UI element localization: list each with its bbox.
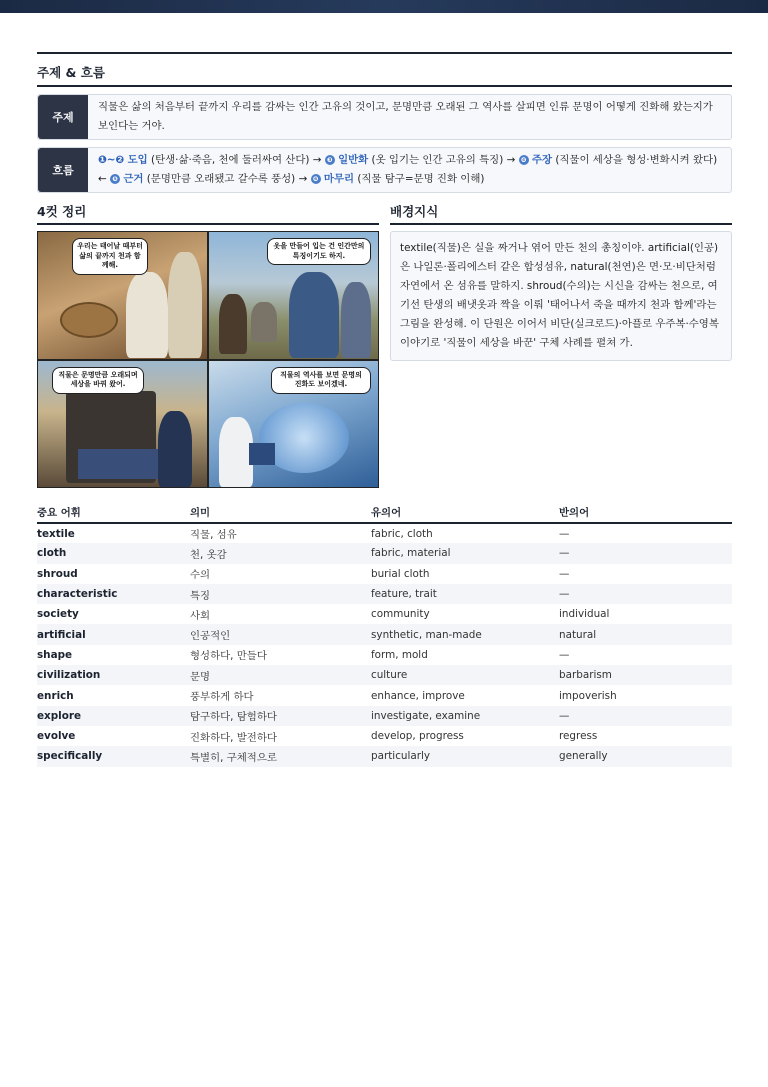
flow-step-generalize: 일반화 bbox=[338, 154, 369, 166]
flow-step-intro: 도입 bbox=[127, 154, 148, 166]
weaver-figure bbox=[158, 411, 192, 487]
vocab-antonym: barbarism bbox=[559, 669, 612, 682]
people-in-robes bbox=[289, 272, 339, 358]
flow-arrow: → bbox=[506, 154, 516, 166]
vocab-word: cloth bbox=[37, 547, 67, 560]
comic-strip bbox=[37, 231, 379, 488]
vocab-meaning: 특별히, 구체적으로 bbox=[190, 751, 277, 764]
vocab-synonym: fabric, cloth bbox=[371, 527, 433, 540]
vocab-antonym: — bbox=[559, 567, 570, 580]
vocab-synonym: form, mold bbox=[371, 648, 428, 661]
comic-panel-clothing bbox=[209, 232, 378, 359]
flow-step-claim: 주장 bbox=[531, 154, 552, 166]
woven-rug bbox=[78, 449, 158, 479]
flow-step-number: ❶~❷ bbox=[98, 154, 125, 166]
header-antonym: 반의어 bbox=[559, 502, 732, 523]
vocab-meaning: 수의 bbox=[190, 569, 211, 582]
speech-bubble-panel-4: 직물의 역사를 보면 문명의 진화도 보이겠네. bbox=[271, 367, 371, 394]
vocab-antonym: impoverish bbox=[559, 689, 617, 702]
header-word: 중요 어휘 bbox=[37, 502, 190, 523]
vocab-antonym: — bbox=[559, 588, 570, 601]
scientist-figure bbox=[219, 417, 253, 487]
vocab-antonym: — bbox=[559, 527, 570, 540]
comic-panel-future bbox=[209, 361, 378, 488]
vocab-meaning: 인공적인 bbox=[190, 630, 231, 643]
theme-text: 직물은 삶의 처음부터 끝까지 우리를 감싸는 인간 고유의 것이고, 문명만큼 오래된 그 역사를 살피면 인류 문명이 어떻게 진화해 왔는지가 보인다는 거야. bbox=[98, 101, 713, 132]
vocab-word: society bbox=[37, 608, 79, 621]
speech-bubble-panel-3: 직물은 문명만큼 오래되며 세상을 바꿔 왔어. bbox=[52, 367, 144, 394]
flow-step-desc: (문명만큼 오래됐고 갈수록 풍성) bbox=[146, 173, 296, 185]
table-row bbox=[37, 746, 732, 766]
table-row bbox=[37, 584, 732, 604]
header-meaning: 의미 bbox=[190, 502, 371, 523]
comic-column bbox=[37, 202, 379, 488]
vocab-word: enrich bbox=[37, 689, 74, 702]
flow-step-conclusion: 마무리 bbox=[323, 173, 355, 185]
vocab-synonym: particularly bbox=[371, 750, 431, 763]
vocab-synonym: culture bbox=[371, 669, 408, 682]
vocab-synonym: investigate, examine bbox=[371, 709, 481, 722]
vocab-word: textile bbox=[37, 527, 75, 540]
vocab-antonym: natural bbox=[559, 628, 597, 641]
person-figure bbox=[341, 282, 371, 358]
table-row bbox=[37, 564, 732, 584]
vocab-synonym: feature, trait bbox=[371, 588, 437, 601]
flow-text bbox=[88, 148, 731, 192]
table-row bbox=[37, 543, 732, 563]
flow-step-desc: (옷 입기는 인간 고유의 특징) bbox=[371, 154, 504, 166]
table-row bbox=[37, 645, 732, 665]
flow-step-number: ❹ bbox=[519, 155, 529, 165]
table-row bbox=[37, 624, 732, 644]
vocab-meaning: 풍부하게 하다 bbox=[190, 691, 254, 704]
vocab-antonym: individual bbox=[559, 608, 610, 621]
vocab-meaning: 형성하다, 만들다 bbox=[190, 650, 267, 663]
mother-figure bbox=[126, 272, 168, 358]
vocab-word: evolve bbox=[37, 730, 76, 743]
table-row bbox=[37, 665, 732, 685]
flow-step-number: ❺ bbox=[110, 174, 120, 184]
theme-row bbox=[37, 94, 732, 140]
vocab-word: characteristic bbox=[37, 588, 118, 601]
vocab-synonym: enhance, improve bbox=[371, 689, 465, 702]
vocab-meaning: 문명 bbox=[190, 670, 211, 683]
background-column bbox=[390, 202, 732, 488]
vocab-meaning: 사회 bbox=[190, 609, 211, 622]
father-figure bbox=[168, 252, 202, 358]
vocab-synonym: burial cloth bbox=[371, 567, 430, 580]
flow-step-desc: (탄생·삶·죽음, 천에 둘러싸여 산다) bbox=[151, 154, 310, 166]
table-row bbox=[37, 726, 732, 746]
vocab-antonym: — bbox=[559, 648, 570, 661]
flow-step-number: ❸ bbox=[325, 155, 335, 165]
vocab-word: specifically bbox=[37, 750, 103, 763]
vocab-meaning: 특징 bbox=[190, 589, 211, 602]
vocab-word: shape bbox=[37, 648, 73, 661]
vocab-antonym: — bbox=[559, 709, 570, 722]
flow-arrow: ← bbox=[98, 173, 107, 185]
flow-row bbox=[37, 147, 732, 193]
vocab-antonym: regress bbox=[559, 730, 598, 743]
vocab-table bbox=[37, 502, 732, 767]
flow-arrow: → bbox=[298, 173, 308, 185]
header-synonym: 유의어 bbox=[371, 502, 559, 523]
vocab-meaning: 탐구하다, 탐험하다 bbox=[190, 711, 277, 724]
background-text: textile(직물)은 실을 짜거나 엮어 만든 천의 총칭이야. artificial(인공)은 나일론·폴리에스터 같은 합성섬유, natural(천연)은 면·모·비단처럼 자연에서 온 섬유를 말하지. shroud(수의)는 시신을 감싸는 천으로, 여기선 탄생의 배냇옷과 짝을 이뤄 '태어나서 죽을 때까지 천과 함께'라는 그림을 완성해. 이 단원은 이어서 비단(실크로드)·아플로 우주복·수영복 이야기로 '직물이 세상을 바꾼' 구체 사례를 펼쳐 가. bbox=[390, 231, 732, 361]
vocab-meaning: 천, 옷감 bbox=[190, 548, 227, 561]
vocab-word: explore bbox=[37, 709, 82, 722]
caveperson-figure bbox=[219, 294, 247, 354]
comic-panel-birth bbox=[38, 232, 207, 359]
background-title: 배경지식 bbox=[390, 202, 732, 225]
flow-step-evidence: 근거 bbox=[123, 173, 144, 185]
vocab-meaning: 직물, 섬유 bbox=[190, 529, 237, 542]
comic-panel-weaving bbox=[38, 361, 207, 488]
theme-flow-title: 주제 & 흐름 bbox=[37, 52, 732, 87]
speech-bubble-panel-2: 옷을 만들어 입는 건 인간만의 특징이기도 하지. bbox=[267, 238, 371, 265]
table-row bbox=[37, 523, 732, 543]
flow-arrow: → bbox=[312, 154, 322, 166]
vocab-header-row bbox=[37, 502, 732, 523]
vocab-antonym: generally bbox=[559, 750, 608, 763]
vocab-word: artificial bbox=[37, 628, 86, 641]
table-row bbox=[37, 685, 732, 705]
theme-label: 주제 bbox=[38, 95, 88, 139]
flow-step-number: ❻ bbox=[311, 174, 321, 184]
vocab-word: shroud bbox=[37, 567, 78, 580]
vocab-synonym: synthetic, man-made bbox=[371, 628, 482, 641]
page-content bbox=[37, 52, 732, 767]
vocab-antonym: — bbox=[559, 547, 570, 560]
flow-step-desc: (직물 탐구=문명 진화 이해) bbox=[357, 173, 485, 185]
vocab-synonym: fabric, material bbox=[371, 547, 451, 560]
flow-label: 흐름 bbox=[38, 148, 88, 192]
comic-title: 4컷 정리 bbox=[37, 202, 379, 225]
fabric-sample bbox=[249, 443, 275, 465]
basket-image bbox=[60, 302, 118, 338]
wolf-figure bbox=[251, 302, 277, 342]
two-column-area bbox=[37, 202, 732, 488]
top-banner bbox=[0, 0, 768, 13]
table-row bbox=[37, 706, 732, 726]
flow-step-desc: (직물이 세상을 형성·변화시켜 왔다) bbox=[555, 154, 718, 166]
vocab-synonym: community bbox=[371, 608, 430, 621]
table-row bbox=[37, 604, 732, 624]
vocab-word: civilization bbox=[37, 669, 101, 682]
speech-bubble-panel-1: 우리는 태어날 때부터 삶의 끝까지 천과 함께해. bbox=[72, 238, 148, 275]
vocab-meaning: 진화하다, 발전하다 bbox=[190, 731, 277, 744]
vocab-synonym: develop, progress bbox=[371, 730, 464, 743]
